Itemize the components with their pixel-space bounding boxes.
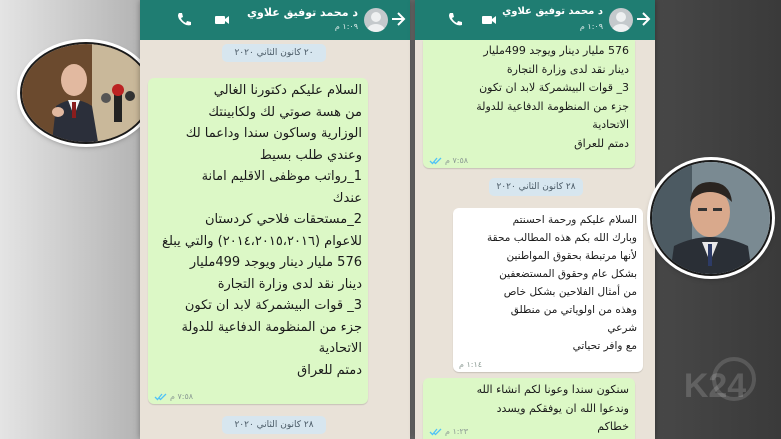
message-time: ٧:٥٨ م bbox=[445, 156, 469, 165]
video-call-icon[interactable] bbox=[214, 12, 230, 28]
video-call-icon[interactable] bbox=[481, 12, 497, 28]
last-seen: ١:٠٩ م bbox=[579, 22, 603, 31]
message-text: السلام عليكم ورحمة احسنتم وبارك الله بكم هذه المطالب محقة لأنها مرتبطة بحقوق المواطنين بشكل عام وحقوق المستضعفين من أمثال الفلاحين بشكل خاص وهذه من اولوياتي من منطلق شرعي مع وافر تحياتي bbox=[487, 214, 637, 352]
double-check-icon bbox=[154, 393, 168, 401]
voice-call-icon[interactable] bbox=[447, 12, 463, 28]
speaker-portrait-left bbox=[20, 42, 152, 144]
chat-header bbox=[140, 0, 410, 40]
chat-screen-right bbox=[415, 0, 655, 439]
back-arrow-icon[interactable] bbox=[635, 9, 651, 29]
double-check-icon bbox=[429, 428, 443, 436]
avatar-icon[interactable] bbox=[364, 8, 388, 32]
message-time: ١:٢٣ م bbox=[445, 427, 469, 436]
message-meta bbox=[154, 392, 193, 401]
message-text: السلام عليكم دكتورنا الغالي من هسة صوتي لك ولكابينتك الوزارية وساكون سندا وداعما لك وعندي طلب بسيط 1_رواتب موظفى الاقليم امانة عندك 2_مستحقات فلاحي كردستان للاعوام (٢٠١٤،٢٠١٥،٢٠١٦) والتي يبلغ 576 مليار دينار ويوجد 499مليار دينار نقد لدى وزارة التجارة 3_ قوات البيشمركة لابد ان تكون جزء من المنظومة الدفاعية للدولة الاتحادية دمتم للعراق bbox=[162, 83, 362, 378]
message-text: 576 مليار دينار ويوجد 499مليار دينار نقد لدى وزارة التجارة 3_ قوات البيشمركة لابد ان تكون جزء من المنظومة الدفاعية للدولة الاتحادية دمتم للعراق bbox=[476, 44, 629, 150]
contact-name[interactable]: د محمد توفيق علاوي bbox=[246, 6, 358, 19]
double-check-icon bbox=[429, 157, 443, 165]
message-text: سنكون سندا وعونا لكم انشاء الله وندعوا الله ان يوفقكم ويسدد خطاكم bbox=[476, 383, 629, 433]
avatar-icon[interactable] bbox=[609, 8, 633, 32]
outgoing-message-continued[interactable] bbox=[423, 40, 635, 168]
chat-header bbox=[415, 0, 655, 40]
contact-name[interactable]: د محمد توفيق علاوي bbox=[502, 6, 603, 17]
chat-screen-left bbox=[140, 0, 410, 439]
message-time: ٧:٥٨ م bbox=[170, 392, 194, 401]
date-divider: ٢٨ كانون الثاني ٢٠٢٠ bbox=[489, 178, 583, 196]
message-meta bbox=[429, 427, 468, 436]
last-seen: ١:٠٩ م bbox=[334, 22, 358, 31]
message-time: ١:١٤ م bbox=[459, 360, 483, 369]
outgoing-message[interactable] bbox=[423, 378, 635, 439]
voice-call-icon[interactable] bbox=[176, 12, 192, 28]
logo-text: K24 bbox=[683, 367, 747, 405]
date-divider: ٢٠ كانون الثاني ٢٠٢٠ bbox=[222, 44, 326, 62]
message-meta bbox=[429, 156, 468, 165]
incoming-message[interactable] bbox=[453, 208, 643, 372]
k24-logo bbox=[668, 345, 763, 430]
date-divider: ٢٨ كانون الثاني ٢٠٢٠ bbox=[222, 416, 326, 434]
back-arrow-icon[interactable] bbox=[390, 9, 406, 29]
speaker-portrait-right bbox=[650, 160, 772, 276]
message-meta bbox=[459, 360, 482, 369]
outgoing-message[interactable] bbox=[148, 78, 368, 404]
